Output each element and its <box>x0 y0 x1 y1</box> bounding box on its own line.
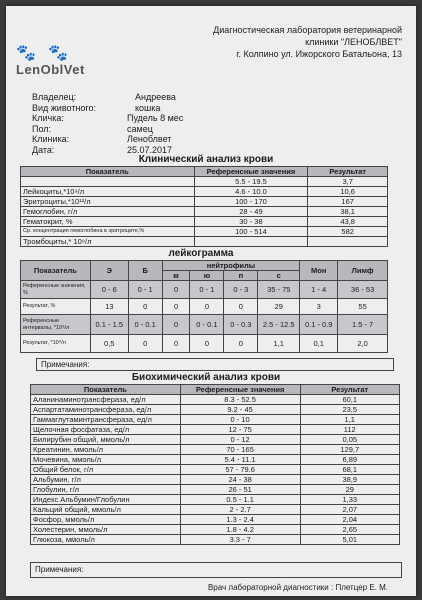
row-ref: 1.3 - 2.4 <box>180 515 300 525</box>
row-name: Билирубин общий, ммоль/л <box>31 435 181 445</box>
cbc-table <box>20 166 388 247</box>
row-result: 1,33 <box>300 495 400 505</box>
patient-info <box>32 92 255 155</box>
table-row <box>31 455 400 465</box>
neutrophils-group-header: нейтрофилы <box>162 261 300 271</box>
row-name: Кальций общий, ммоль/л <box>31 505 181 515</box>
cell: 0 - 0.3 <box>224 315 258 335</box>
table-row <box>21 207 388 217</box>
cell: 1.5 - 7 <box>338 315 388 335</box>
row-ref: 5.5 - 19.5 <box>194 177 308 187</box>
row-ref <box>194 237 308 247</box>
table-row <box>21 217 388 227</box>
info-value: Пудель 8 мес <box>127 113 184 123</box>
row-name: Гаммаглутаминтрансфераза, ед/л <box>31 415 181 425</box>
column-header: ю <box>190 271 224 281</box>
cell: 0 <box>224 299 258 315</box>
row-ref: 4.6 - 10.0 <box>194 187 308 197</box>
row-name: Глюкоза, ммоль/л <box>31 535 181 545</box>
row-name: Креатинин, ммоль/л <box>31 445 181 455</box>
cell: 3 <box>300 299 338 315</box>
table-row <box>31 485 400 495</box>
doctor-signature-line: Врач лабораторной диагностики : Плетцер Е. М. <box>207 583 388 592</box>
table-row <box>21 237 388 247</box>
column-header: с <box>258 271 300 281</box>
table-row <box>21 315 388 335</box>
cell: 0 - 1 <box>128 281 162 299</box>
cell: 0.1 - 1.5 <box>90 315 128 335</box>
column-header: Референсные значения <box>194 167 308 177</box>
row-ref: 0.5 - 1.1 <box>180 495 300 505</box>
row-result: 112 <box>300 425 400 435</box>
info-label: Клиника: <box>32 134 70 144</box>
row-ref: 1.8 - 4.2 <box>180 525 300 535</box>
table-header-row <box>21 167 388 177</box>
row-name: Тромбоциты,* 10⁹/л <box>21 237 195 247</box>
cell: 0 <box>190 299 224 315</box>
row-result: 2,65 <box>300 525 400 535</box>
clinic-logo <box>16 46 116 77</box>
column-header: Результат <box>300 385 400 395</box>
column-header: п <box>224 271 258 281</box>
cbc-title: Клинический анализ крови <box>138 154 274 165</box>
table-row <box>21 197 388 207</box>
cell: 2.5 - 12.5 <box>258 315 300 335</box>
header-line-1: Диагностическая лаборатория ветеринарной <box>213 25 402 35</box>
row-name: Глобулин, г/л <box>31 485 181 495</box>
row-ref: 8.3 - 52.5 <box>180 395 300 405</box>
column-header: Мон <box>300 261 338 281</box>
row-result: 582 <box>308 227 388 237</box>
table-row <box>31 405 400 415</box>
row-name: Мочевина, ммоль/л <box>31 455 181 465</box>
row-ref: 5.4 - 11.1 <box>180 455 300 465</box>
table-row <box>31 475 400 485</box>
info-value: самец <box>127 123 153 134</box>
cell: 0 <box>162 315 190 335</box>
table-row <box>31 535 400 545</box>
row-ref: 30 - 38 <box>194 217 308 227</box>
biochem-table <box>30 384 400 545</box>
cell: 0,1 <box>300 335 338 353</box>
table-row <box>21 177 388 187</box>
cell: 0 <box>162 281 190 299</box>
column-header: Результат <box>308 167 388 177</box>
table-row <box>21 227 388 237</box>
column-header: Лимф <box>338 261 388 281</box>
info-value: кошка <box>135 102 161 113</box>
row-result: 1,1 <box>300 415 400 425</box>
row-ref: 0 - 10 <box>180 415 300 425</box>
row-ref: 24 - 38 <box>180 475 300 485</box>
cell: 29 <box>258 299 300 315</box>
row-result: 167 <box>308 197 388 207</box>
cell: 0 - 0.1 <box>128 315 162 335</box>
biochem-title: Биохимический анализ крови <box>131 372 281 383</box>
biochem-notes: Примечания: <box>30 562 402 578</box>
table-row <box>31 435 400 445</box>
leukogram-title: лейкограмма <box>168 248 234 259</box>
row-name: Общий белок, г/л <box>31 465 181 475</box>
paw-icon: 🐾 🐾 <box>16 45 73 62</box>
cell: 0 <box>162 299 190 315</box>
info-row <box>32 92 255 103</box>
row-name: Ср. концентрация гемоглобина в эритроците,% <box>21 227 195 237</box>
row-ref: 57 - 79.6 <box>180 465 300 475</box>
info-value: Андреева <box>135 92 176 102</box>
cell: 0 - 6 <box>90 281 128 299</box>
row-result: 68,1 <box>300 465 400 475</box>
row-name: Гематокрит, % <box>21 217 195 227</box>
cell: 1 - 4 <box>300 281 338 299</box>
row-result: 23,5 <box>300 405 400 415</box>
cell: 0.1 - 0.9 <box>300 315 338 335</box>
logo-text: LenOblVet <box>16 62 85 77</box>
row-name: Индекс Альбумин/Глобулин <box>31 495 181 505</box>
table-row <box>21 335 388 353</box>
row-ref: 2 - 2.7 <box>180 505 300 515</box>
column-header: Б <box>128 261 162 281</box>
row-name: Результат, % <box>21 299 91 315</box>
table-row <box>31 525 400 535</box>
row-result: 6,89 <box>300 455 400 465</box>
row-name: Гемоглобин, г/л <box>21 207 195 217</box>
info-row <box>32 124 255 135</box>
table-row <box>31 415 400 425</box>
info-label: Кличка: <box>32 113 64 123</box>
table-header-row <box>21 261 388 271</box>
table-row <box>31 495 400 505</box>
row-ref: 26 - 51 <box>180 485 300 495</box>
cell: 0 - 3 <box>224 281 258 299</box>
row-result: 2,07 <box>300 505 400 515</box>
row-name: Результат, *10⁹/л <box>21 335 91 353</box>
cell: 0 <box>128 299 162 315</box>
row-result: 29 <box>300 485 400 495</box>
row-ref: 28 - 49 <box>194 207 308 217</box>
cell: 36 - 53 <box>338 281 388 299</box>
row-ref: 100 - 514 <box>194 227 308 237</box>
header-line-3: г. Колпино ул. Ижорского Батальона, 13 <box>236 49 402 59</box>
table-row <box>31 515 400 525</box>
row-result: 129,7 <box>300 445 400 455</box>
cell: 0,5 <box>90 335 128 353</box>
cell: 0 <box>128 335 162 353</box>
row-ref: 0 - 12 <box>180 435 300 445</box>
info-label: Дата: <box>32 144 55 155</box>
cell: 1,1 <box>258 335 300 353</box>
row-result: 38,9 <box>300 475 400 485</box>
cell: 2,0 <box>338 335 388 353</box>
row-ref: 9.2 - 45 <box>180 405 300 415</box>
cell: 13 <box>90 299 128 315</box>
row-ref: 70 - 165 <box>180 445 300 455</box>
cell: 35 - 75 <box>258 281 300 299</box>
column-header: Показатель <box>21 167 195 177</box>
row-result: 3,7 <box>308 177 388 187</box>
row-result: 0,05 <box>300 435 400 445</box>
leukogram-table <box>20 260 388 353</box>
row-result: 60,1 <box>300 395 400 405</box>
row-result: 5,01 <box>300 535 400 545</box>
info-row <box>32 113 255 124</box>
table-row <box>31 445 400 455</box>
info-row <box>32 134 255 145</box>
cell: 0 <box>224 335 258 353</box>
info-value: Леноблвет <box>127 134 172 144</box>
row-name <box>21 177 195 187</box>
row-name: Лейкоциты,*10⁹/л <box>21 187 195 197</box>
row-name: Эритроциты,*10¹²/л <box>21 197 195 207</box>
row-result <box>308 237 388 247</box>
row-name: Альбумин, г/л <box>31 475 181 485</box>
column-header: Референсные значения <box>180 385 300 395</box>
row-name: Аспартатаминотрансфераза, ед/л <box>31 405 181 415</box>
info-label: Вид животного: <box>32 102 97 113</box>
row-name: Референсные интервалы, *10⁹/л <box>21 315 91 335</box>
table-row <box>21 299 388 315</box>
row-ref: 3.3 - 7 <box>180 535 300 545</box>
cell: 0 <box>162 335 190 353</box>
column-header: м <box>162 271 190 281</box>
row-result: 2,04 <box>300 515 400 525</box>
row-result: 38,1 <box>308 207 388 217</box>
table-row <box>31 465 400 475</box>
row-name: Холестерин, ммоль/л <box>31 525 181 535</box>
row-name: Фосфор, ммоль/л <box>31 515 181 525</box>
row-result: 43,8 <box>308 217 388 227</box>
row-result: 10,6 <box>308 187 388 197</box>
table-row <box>21 281 388 299</box>
leukogram-notes: Примечания: <box>36 358 394 371</box>
info-value: 25.07.2017 <box>127 144 173 155</box>
table-row <box>31 425 400 435</box>
lab-report-sheet <box>6 6 416 596</box>
info-row <box>32 103 255 114</box>
header-line-2: клиники "ЛЕНОБЛВЕТ" <box>305 37 402 47</box>
row-name: Щелочная фосфатаза, ед/л <box>31 425 181 435</box>
column-header: Э <box>90 261 128 281</box>
table-row <box>21 187 388 197</box>
cell: 55 <box>338 299 388 315</box>
cell: 0 <box>190 335 224 353</box>
lab-header <box>152 24 402 60</box>
table-row <box>31 395 400 405</box>
row-ref: 100 - 170 <box>194 197 308 207</box>
column-header: Показатель <box>21 261 91 281</box>
table-row <box>31 505 400 515</box>
row-ref: 12 - 75 <box>180 425 300 435</box>
cell: 0 - 1 <box>190 281 224 299</box>
info-label: Пол: <box>32 123 52 134</box>
row-name: Референсные значения, % <box>21 281 91 299</box>
column-header: Показатель <box>31 385 181 395</box>
table-header-row <box>31 385 400 395</box>
row-name: Аланинаминотрансфераза, ед/л <box>31 395 181 405</box>
info-label: Владелец: <box>32 92 77 102</box>
cell: 0 - 0.1 <box>190 315 224 335</box>
